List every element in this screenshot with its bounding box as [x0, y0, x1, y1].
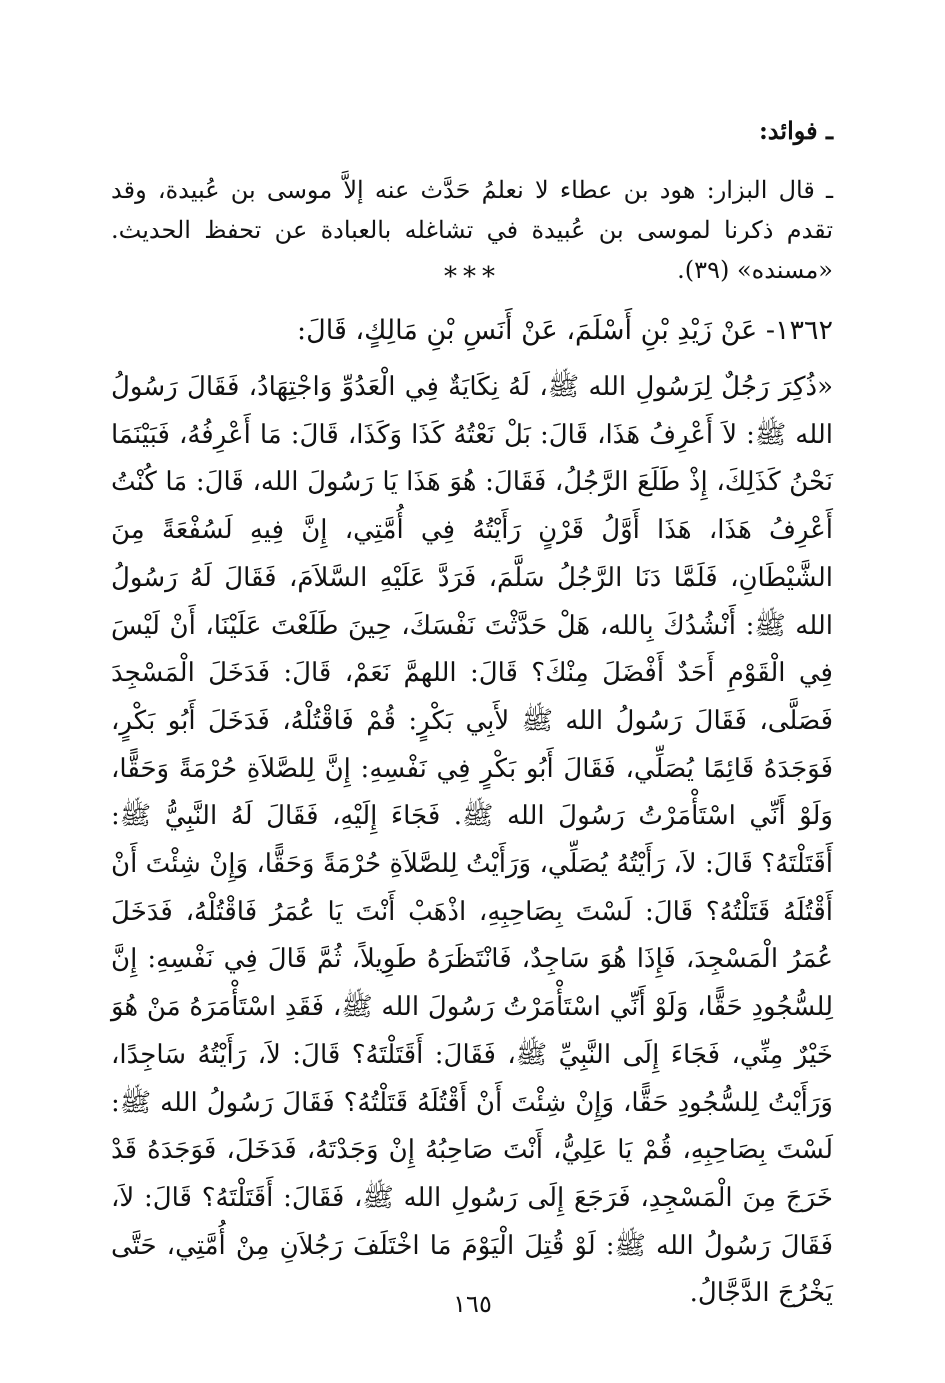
hadith-text: «ذُكِرَ رَجُلٌ لِرَسُولِ الله ﷺ، لَهُ نِكَايَةٌ فِي الْعَدُوِّ وَاجْتِهَادُ، فَقَالَ رَسُولُ الله ﷺ: لاَ أَعْرِفُ هَذَا، قَالَ: بَلْ نَعْتُهُ كَذَا وَكَذَا، قَالَ: مَا أَعْرِفُهُ، فَبَيْنَمَا نَحْنُ كَذَلِكَ، إِذْ طَلَعَ الرَّجُلُ، فَقَالَ: هُوَ هَذَا يَا رَسُولَ الله، قَالَ: مَا كُنْتُ أَعْرِفُ هَذَا، هَذَا أَوَّلُ قَرْنٍ رَأَيْتُهُ فِي أُمَّتِي، إِنَّ فِيهِ لَسُفْعَةً مِنَ الشَّيْطَانِ، فَلَمَّا دَنَا الرَّجُلُ سَلَّمَ، فَرَدَّ عَلَيْهِ السَّلاَمَ، فَقَالَ لَهُ رَسُولُ الله ﷺ: أَنْشُدُكَ بِالله، هَلْ حَدَّثْتَ نَفْسَكَ، حِينَ طَلَعْتَ عَلَيْنَا، أَنْ لَيْسَ فِي الْقَوْمِ أَحَدٌ أَفْضَلَ مِنْكَ؟ قَالَ: اللهمَّ نَعَمْ، قَالَ: فَدَخَلَ الْمَسْجِدَ فَصَلَّى، فَقَالَ رَسُولُ الله ﷺ لأَبِي بَكْرٍ: قُمْ فَاقْتُلْهُ، فَدَخَلَ أَبُو بَكْرٍ، فَوَجَدَهُ قَائِمًا يُصَلِّي، فَقَالَ أَبُو بَكْرٍ فِي نَفْسِهِ: إِنَّ لِلصَّلاَةِ حُرْمَةً وَحَقًّا، وَلَوْ أَنِّي اسْتَأْمَرْتُ رَسُولَ الله ﷺ. فَجَاءَ إِلَيْهِ، فَقَالَ لَهُ النَّبِيُّ ﷺ: أَقَتَلْتَهُ؟ قَالَ: لاَ، رَأَيْتُهُ يُصَلِّي، وَرَأَيْتُ لِلصَّلاَةِ حُرْمَةً وَحَقًّا، وَإِنْ شِئْتَ أَنْ أَقْتُلَهُ قَتَلْتُهُ؟ قَالَ: لَسْتَ بِصَاحِبِهِ، اذْهَبْ أَنْتَ يَا عُمَرُ فَاقْتُلْهُ، فَدَخَلَ عُمَرُ الْمَسْجِدَ، فَإِذَا هُوَ سَاجِدٌ، فَانْتَظَرَهُ طَوِيلاً، ثُمَّ قَالَ فِي نَفْسِهِ: إِنَّ لِلسُّجُودِ حَقًّا، وَلَوْ أَنِّي اسْتَأْمَرْتُ رَسُولَ الله ﷺ، فَقَدِ اسْتَأْمَرَهُ مَنْ هُوَ خَيْرٌ مِنِّي، فَجَاءَ إِلَى النَّبِيِّ ﷺ، فَقَالَ: أَقَتَلْتَهُ؟ قَالَ: لاَ، رَأَيْتُهُ سَاجِدًا، وَرَأَيْتُ لِلسُّجُودِ حَقًّا، وَإِنْ شِئْتَ أَنْ أَقْتُلَهُ قَتَلْتُهُ؟ فَقَالَ رَسُولُ الله ﷺ: لَسْتَ بِصَاحِبِهِ، قُمْ يَا عَلِيُّ، أَنْتَ صَاحِبُهُ إِنْ وَجَدْتَهُ، فَدَخَلَ، فَوَجَدَهُ قَدْ خَرَجَ مِنَ الْمَسْجِدِ، فَرَجَعَ إِلَى رَسُولِ الله ﷺ، فَقَالَ: أَقَتَلْتَهُ؟ قَالَ: لاَ، فَقَالَ رَسُولُ الله ﷺ: لَوْ قُتِلَ الْيَوْمَ مَا اخْتَلَفَ رَجُلاَنِ مِنْ أُمَّتِي، حَتَّى يَخْرُجَ الدَّجَّالُ.: [111, 372, 833, 1309]
bazzar-note: ـ قال البزار: هود بن عطاء لا نعلمُ حَدَّث عنه إلاَّ موسى بن عُبيدة، وقد تقدم ذكرنا لموسى بن عُبيدة في تشاغله بالعبادة عن تحفظ الحديث. «مسنده» (٣٩).: [111, 176, 833, 284]
section-separator: ***: [444, 262, 501, 292]
page-number: ١٦٥: [453, 1290, 492, 1318]
benefits-heading: ـ فوائد:: [758, 116, 833, 145]
hadith-chain: ١٣٦٢- عَنْ زَيْدِ بْنِ أَسْلَمَ، عَنْ أَنَسِ بْنِ مَالِكٍ، قَالَ:: [297, 315, 833, 346]
